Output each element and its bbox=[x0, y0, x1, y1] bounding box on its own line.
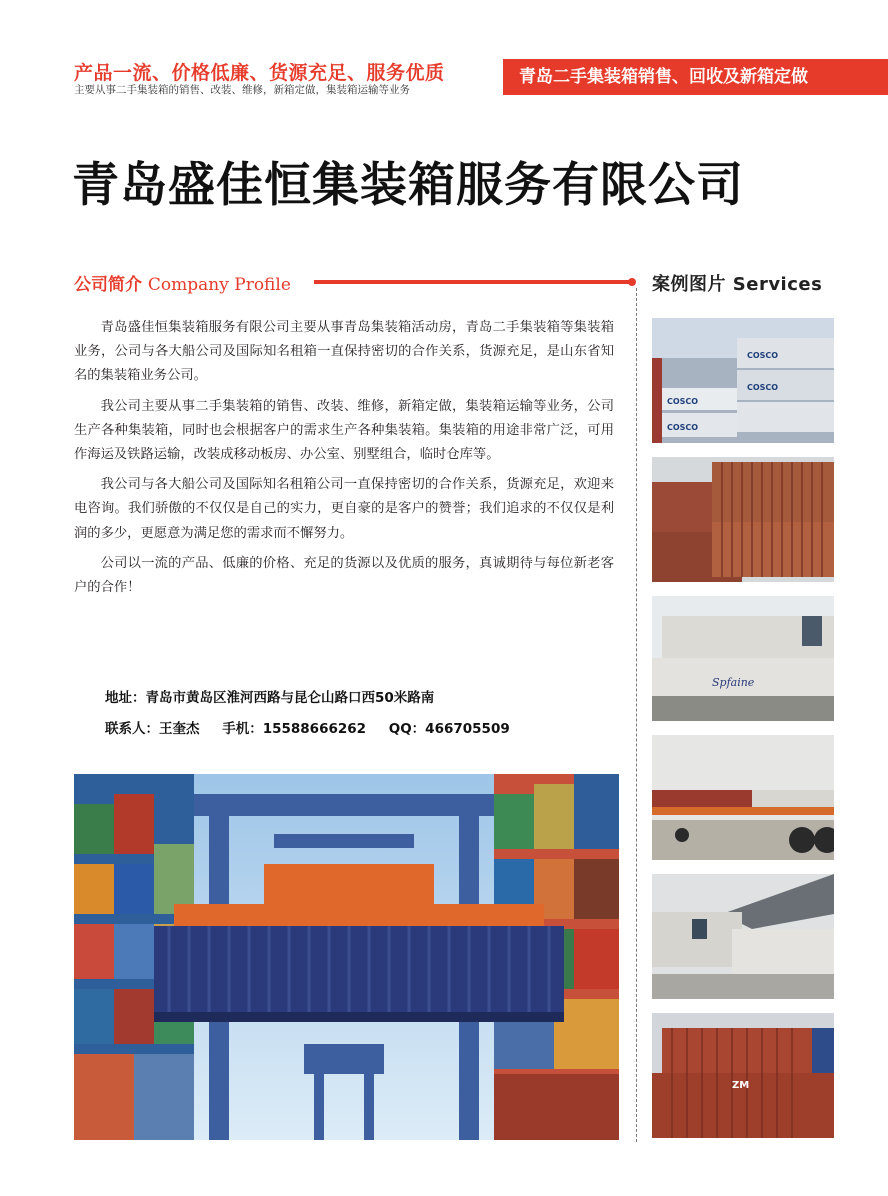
heading-rule bbox=[314, 280, 632, 284]
case-photo-cosco-stack bbox=[652, 318, 834, 443]
slogan: 产品一流、价格低廉、货源充足、服务优质 bbox=[74, 62, 445, 84]
cases-heading: 案例图片 Services bbox=[652, 274, 823, 295]
case-photo-text: COSCO bbox=[667, 423, 699, 432]
port-crane-photo bbox=[74, 774, 619, 1140]
contact-phone: 手机：15588666262 bbox=[222, 721, 367, 737]
case-photo-text: COSCO bbox=[667, 397, 699, 406]
profile-paragraph: 我公司与各大船公司及国际知名租箱公司一直保持密切的合作关系，货源充足，欢迎来电咨询。我们骄傲的不仅仅是自己的实力，更自豪的是客户的赞誉；我们追求的不仅仅是利润的多少，更愿意为满足您的需求而不懈努力。 bbox=[74, 477, 614, 541]
case-photo-text: COSCO bbox=[747, 383, 779, 392]
case-photo-text: COSCO bbox=[747, 351, 779, 360]
profile-paragraph: 公司以一流的产品、低廉的价格、充足的货源以及优质的服务，真诚期待与每位新老客户的合作！ bbox=[74, 555, 614, 596]
case-photo-rusty-containers bbox=[652, 457, 834, 582]
case-photo-reefer-containers bbox=[652, 596, 834, 721]
company-title: 青岛盛佳恒集装箱服务有限公司 bbox=[72, 158, 744, 213]
case-photo-warehouse-reefers bbox=[652, 874, 834, 999]
contact-qq: QQ：466705509 bbox=[388, 721, 510, 737]
profile-body bbox=[74, 316, 614, 606]
profile-heading bbox=[74, 270, 291, 295]
service-banner: 青岛二手集装箱销售、回收及新箱定做 bbox=[503, 59, 888, 95]
contact-person: 联系人：王奎杰 bbox=[105, 721, 200, 737]
contact-address: 地址：青岛市黄岛区淮河西路与昆仑山路口西50米路南 bbox=[105, 690, 435, 706]
profile-paragraph: 我公司主要从事二手集装箱的销售、改装、维修，新箱定做，集装箱运输等业务，公司生产各种集装箱，同时也会根据客户的需求生产各种集装箱。集装箱的用途非常广泛，可用作海运及铁路运输，改装成移动板房、办公室、别墅组合，临时仓库等。 bbox=[74, 398, 614, 463]
heading-dot bbox=[628, 278, 636, 286]
case-photo-zim-containers bbox=[652, 1013, 834, 1138]
sub-slogan: 主要从事二手集装箱的销售、改装、维修，新箱定做，集装箱运输等业务 bbox=[74, 84, 410, 96]
profile-heading-en: Company Profile bbox=[147, 275, 291, 295]
profile-paragraph: 青岛盛佳恒集装箱服务有限公司主要从事青岛集装箱活动房，青岛二手集装箱等集装箱业务，公司与各大船公司及国际知名租箱一直保持密切的合作关系，货源充足，是山东省知名的集装箱业务公司。 bbox=[74, 320, 614, 384]
column-divider bbox=[636, 288, 637, 1142]
case-photo-container-truck bbox=[652, 735, 834, 860]
case-photo-text: ZM bbox=[732, 1080, 750, 1091]
profile-heading-cn: 公司简介 bbox=[74, 275, 142, 295]
case-photo-text: Spfaine bbox=[712, 676, 755, 689]
contact-line bbox=[105, 717, 528, 737]
